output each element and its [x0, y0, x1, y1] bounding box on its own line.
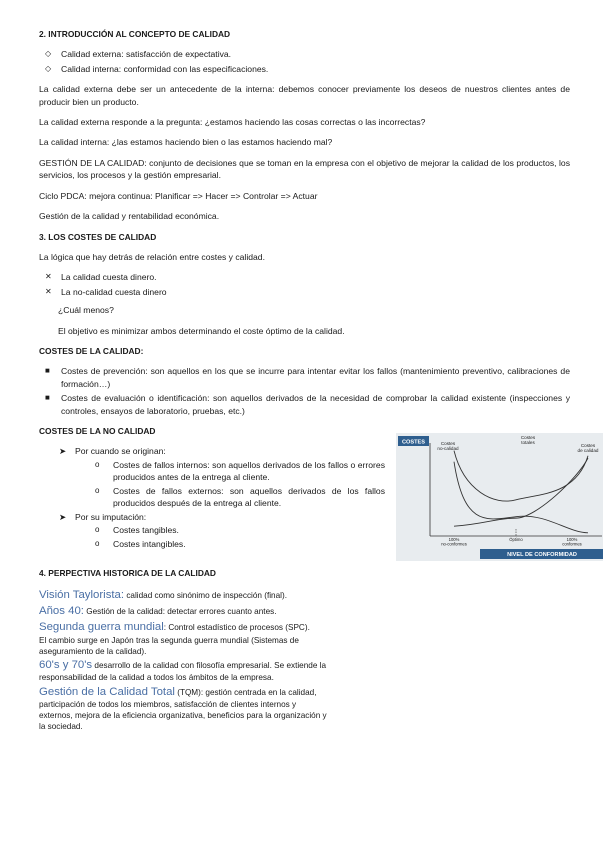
non-quality-costs-title: COSTES DE LA NO CALIDAD: [39, 426, 156, 437]
diamond-bullet-icon: ◇: [45, 63, 52, 73]
cost-conformity-chart: [396, 433, 603, 561]
history-item-60s70s: 60's y 70's desarrollo de la calidad con filosofía empresarial. Se extiende la responsabilidad de la calidad a todos los ámbitos de la empresa.: [39, 659, 327, 683]
y-axis-title: COSTES: [401, 439, 426, 446]
section-3-title: 3. LOS COSTES DE CALIDAD: [39, 231, 157, 242]
paragraph: Ciclo PDCA: mejora continua: Planificar => Hacer => Controlar => Actuar: [39, 190, 318, 201]
non-quality-section: [39, 435, 599, 565]
diamond-bullet-icon: ◇: [45, 49, 52, 59]
arrow-bullet-icon: ➤: [59, 446, 67, 457]
x-tick-label-non-conformes: 100% no-conformes: [441, 537, 467, 547]
list-item: o Costes de fallos externos: son aquellos derivados de los fallos producidos después de la entrega al cliente.: [95, 485, 385, 509]
list-item: ◇ Calidad externa: satisfacción de expectativa.: [45, 49, 232, 60]
x-tick-label-conformes: 100% conformes: [562, 537, 582, 547]
paragraph: Gestión de la calidad y rentabilidad económica.: [39, 211, 220, 222]
history-item-ww2-detail: El cambio surge en Japón tras la segunda guerra mundial (Sistemas de aseguramiento de la calidad).: [39, 635, 299, 656]
square-bullet-icon: ■: [45, 393, 50, 403]
paragraph: La lógica que hay detrás de relación entre costes y calidad.: [39, 251, 265, 262]
x-tick-label-optimo: Óptimo: [509, 537, 523, 543]
list-item: ✕ La no-calidad cuesta dinero: [45, 286, 167, 297]
x-axis-title: NIVEL DE CONFORMIDAD: [507, 552, 577, 559]
circle-bullet-icon: o: [95, 538, 100, 548]
list-item: ■ Costes de evaluación o identificación: son aquellos derivados de la necesidad de comprobar la calidad existente (inspecciones y controles, ensayos de laboratorio, pruebas, etc.): [45, 393, 570, 416]
list-item: o Costes tangibles.: [95, 525, 179, 536]
quality-costs-title: COSTES DE LA CALIDAD:: [39, 346, 144, 357]
list-item: o Costes intangibles.: [95, 538, 186, 549]
paragraph: La calidad externa debe ser un antecedente de la interna: debemos conocer previamente los deseos de nuestros clientes antes de producir bien un producto.: [39, 84, 570, 107]
paragraph: La calidad interna: ¿las estamos haciendo bien o las estamos haciendo mal?: [39, 137, 333, 148]
section-4-title: 4. PERPECTIVA HISTORICA DE LA CALIDAD: [39, 568, 216, 579]
history-item-tqm: Gestión de la Calidad Total (TQM): gestión centrada en la calidad, participación de todos los miembros, satisfacción de clientes internos y externos, mejora de la eficiencia organizativa, beneficios para la organización y la sociedad.: [39, 686, 327, 731]
list-item: ■ Costes de prevención: son aquellos en los que se incurre para intentar evitar los fallos (mantenimiento preventivo, calibraciones de formación…): [45, 366, 570, 389]
arrow-bullet-icon: ➤: [59, 511, 67, 522]
objective-text: El objetivo es minimizar ambos determinando el coste óptimo de la calidad.: [58, 325, 345, 336]
list-item: ✕ La calidad cuesta dinero.: [45, 272, 157, 283]
list-item: ◇ Calidad interna: conformidad con las especificaciones.: [45, 63, 269, 74]
square-bullet-icon: ■: [45, 366, 50, 376]
history-item-ww2: Segunda guerra mundial: Control estadístico de procesos (SPC).: [39, 620, 310, 633]
history-block: [39, 588, 329, 733]
cross-bullet-icon: ✕: [45, 286, 52, 296]
paragraph: La calidad externa responde a la pregunta: ¿estamos haciendo las cosas correctas o las incorrectas?: [39, 117, 426, 127]
curve-label-quality: Costes de calidad: [577, 443, 599, 454]
quality-types-list: [39, 48, 570, 75]
document-page: [39, 28, 599, 734]
circle-bullet-icon: o: [95, 485, 100, 495]
list-item: ➤ Por su imputación:: [59, 511, 147, 522]
history-item-taylor: Visión Taylorista: calidad como sinónimo de inspección (final).: [39, 588, 287, 601]
curve-label-total: Costes totales: [520, 435, 536, 446]
history-item-40s: Años 40: Gestión de la calidad: detectar errores cuanto antes.: [39, 604, 277, 617]
paragraph: GESTIÓN DE LA CALIDAD: conjunto de decisiones que se toman en la empresa con el objetivo de mejorar la calidad de los productos, los servicios, los procesos y la gestión empresarial.: [39, 157, 570, 181]
quality-costs-list: [39, 365, 570, 417]
cost-list: [39, 271, 570, 298]
list-item: ➤ Por cuando se originan:: [59, 446, 166, 457]
non-quality-list: [39, 445, 385, 550]
question-text: ¿Cuál menos?: [58, 305, 114, 316]
circle-bullet-icon: o: [95, 459, 100, 469]
cross-bullet-icon: ✕: [45, 272, 52, 282]
section-2-title: 2. INTRODUCCIÓN AL CONCEPTO DE CALIDAD: [39, 29, 231, 39]
list-item: o Costes de fallos internos: son aquellos derivados de los fallos o errores producidos antes de la entrega al cliente.: [95, 459, 385, 483]
curve-label-non-quality: Costes no-calidad: [437, 441, 459, 452]
circle-bullet-icon: o: [95, 525, 100, 535]
